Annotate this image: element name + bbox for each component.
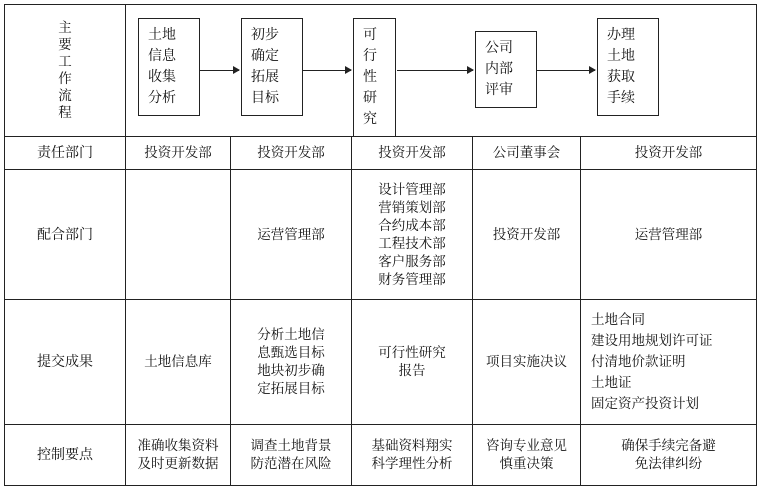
responsible-row — [5, 137, 757, 170]
cooperating-cell: 设计管理部 营销策划部 合约成本部 工程技术部 客户服务部 财务管理部 — [352, 170, 473, 300]
row-label-cooperating: 配合部门 — [5, 170, 126, 300]
cooperating-row — [5, 170, 757, 300]
responsible-cell: 公司董事会 — [473, 137, 581, 170]
deliverables-row — [5, 300, 757, 425]
control-cell: 准确收集资料 及时更新数据 — [126, 425, 231, 486]
workflow-step-box: 办理 土地 获取 手续 — [597, 18, 659, 116]
deliverables-cell: 项目实施决议 — [473, 300, 581, 425]
workflow-step-box: 公司 内部 评审 — [475, 31, 537, 108]
cooperating-cell: 投资开发部 — [473, 170, 581, 300]
responsible-cell: 投资开发部 — [126, 137, 231, 170]
deliverables-cell: 分析土地信 息甄选目标 地块初步确 定拓展目标 — [231, 300, 352, 425]
cooperating-cell — [126, 170, 231, 300]
deliverables-cell: 可行性研究 报告 — [352, 300, 473, 425]
row-label-control: 控制要点 — [5, 425, 126, 486]
workflow-step-box: 初步 确定 拓展 目标 — [241, 18, 303, 116]
row-label-responsible: 责任部门 — [5, 137, 126, 170]
control-cell: 基础资料翔实 科学理性分析 — [352, 425, 473, 486]
workflow-label: 主 要 工 作 流 程 — [5, 5, 126, 137]
cooperating-cell: 运营管理部 — [231, 170, 352, 300]
land-acquisition-workflow-table — [4, 4, 756, 486]
workflow-diagram-cell — [126, 5, 757, 137]
row-label-deliverables: 提交成果 — [5, 300, 126, 425]
cooperating-cell: 运营管理部 — [581, 170, 757, 300]
control-cell: 咨询专业意见 慎重决策 — [473, 425, 581, 486]
control-cell: 调查土地背景 防范潜在风险 — [231, 425, 352, 486]
workflow-step-box: 可 行 性 研 究 — [353, 18, 396, 137]
control-cell: 确保手续完备避 免法律纠纷 — [581, 425, 757, 486]
responsible-cell: 投资开发部 — [581, 137, 757, 170]
deliverables-cell: 土地合同 建设用地规划许可证 付清地价款证明 土地证 固定资产投资计划 — [581, 300, 757, 425]
workflow-row — [5, 5, 757, 137]
responsible-cell: 投资开发部 — [231, 137, 352, 170]
workflow-step-box: 土地 信息 收集 分析 — [138, 18, 200, 116]
deliverables-cell: 土地信息库 — [126, 300, 231, 425]
responsible-cell: 投资开发部 — [352, 137, 473, 170]
workflow-table — [4, 4, 757, 486]
control-row — [5, 425, 757, 486]
